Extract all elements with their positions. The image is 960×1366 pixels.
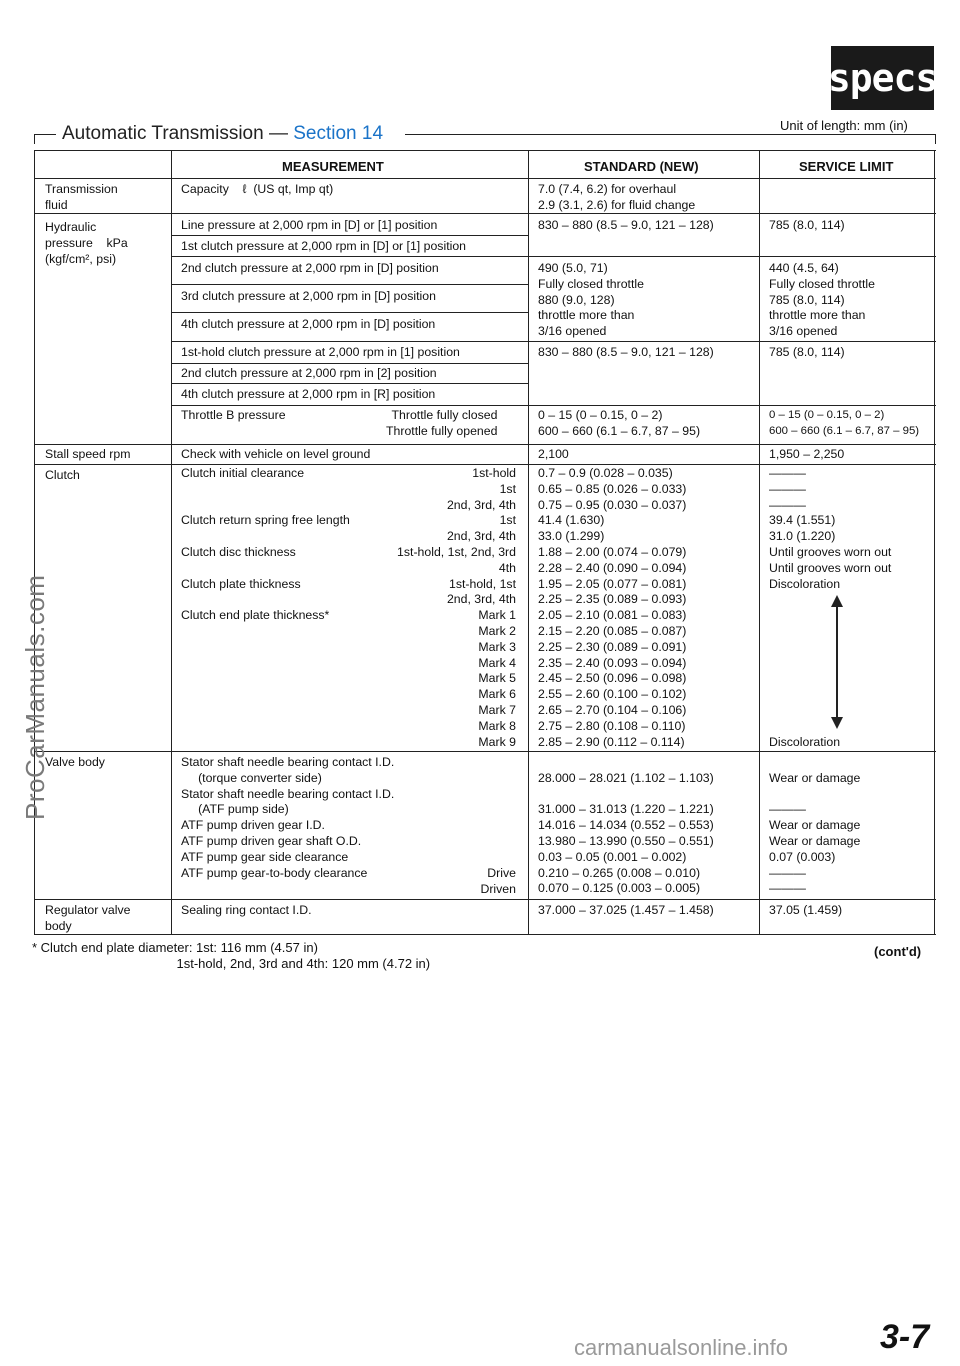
item-valve-body: Valve body	[45, 755, 105, 769]
std-stall: 2,100	[538, 447, 569, 461]
row-line	[34, 899, 936, 900]
std-capacity: 7.0 (7.4, 6.2) for overhaul 2.9 (3.1, 2.6) for fluid change	[538, 182, 696, 212]
meas-capacity: Capacity ℓ (US qt, Imp qt)	[181, 182, 334, 196]
side-watermark: ProCarManuals.com	[20, 574, 50, 820]
item-hydraulic-pressure: Hydraulic pressure kPa (kgf/cm², psi)	[45, 220, 128, 266]
meas-clutch: Clutch initial clearance Clutch return spring free length Clutch disc thickness Clutch plate thickness Clutch end plate thickness*	[181, 466, 350, 623]
footnote: * Clutch end plate diameter: 1st: 116 mm (4.57 in) 1st-hold, 2nd, 3rd and 4th: 120 mm (4.72 in)	[32, 940, 431, 971]
meas-4th-clutch: 4th clutch pressure at 2,000 rpm in [D] position	[181, 317, 436, 331]
limit-regulator: 37.05 (1.459)	[769, 903, 843, 917]
meas-2nd-clutch-2: 2nd clutch pressure at 2,000 rpm in [2] position	[181, 366, 437, 380]
row-line	[34, 213, 936, 214]
limit-line-pressure: 785 (8.0, 114)	[769, 218, 845, 232]
meas-valve-body: Stator shaft needle bearing contact I.D. (torque converter side) Stator shaft needle bearing contact I.D. (ATF pump side) ATF pump driven gear I.D. ATF pump driven gear shaft O.D. ATF pump gear side clearance ATF pump gear-to-body clearance	[181, 755, 395, 880]
std-clutch-pressure: 490 (5.0, 71) Fully closed throttle 880 (9.0, 128) throttle more than 3/16 opened	[538, 261, 644, 339]
cond-valve-body: Drive Driven	[480, 866, 516, 896]
meas-stall: Check with vehicle on level ground	[181, 447, 371, 461]
limit-clutch-end: Discoloration	[769, 735, 841, 749]
meas-1st-clutch: 1st clutch pressure at 2,000 rpm in [D] or [1] position	[181, 239, 467, 253]
col-line-2	[528, 151, 529, 934]
meas-4th-clutch-r: 4th clutch pressure at 2,000 rpm in [R] position	[181, 387, 436, 401]
arrow-down-icon	[830, 717, 844, 729]
row-line	[34, 751, 936, 752]
item-transmission-fluid: Transmission fluid	[45, 182, 118, 212]
col-line-3	[759, 151, 760, 934]
meas-throttle-b-cond: Throttle fully closed Throttle fully opened	[386, 408, 498, 438]
row-line	[171, 341, 936, 342]
meas-regulator: Sealing ring contact I.D.	[181, 903, 312, 917]
std-line-pressure: 830 – 880 (8.5 – 9.0, 121 – 128)	[538, 218, 714, 232]
std-clutch: 0.7 – 0.9 (0.028 – 0.035) 0.65 – 0.85 (0.026 – 0.033) 0.75 – 0.95 (0.030 – 0.037) 41.4 (1.630) 33.0 (1.299) 1.88 – 2.00 (0.074 – 0.079) 2.28 – 2.40 (0.090 – 0.094) 1.95 – 2.05 (0.077 – 0.081) 2.25 – 2.35 (0.089 – 0.093) 2.05 – 2.10 (0.081 – 0.083) 2.15 – 2.20 (0.085 – 0.087) 2.25 – 2.30 (0.089 – 0.091) 2.35 – 2.40 (0.093 – 0.094) 2.45 – 2.50 (0.096 – 0.098) 2.55 – 2.60 (0.100 – 0.102) 2.65 – 2.70 (0.104 – 0.106) 2.75 – 2.80 (0.108 – 0.110) 2.85 – 2.90 (0.112 – 0.114)	[538, 466, 687, 749]
meas-line-pressure: Line pressure at 2,000 rpm in [D] or [1] position	[181, 218, 438, 232]
limit-clutch-pressure: 440 (4.5, 64) Fully closed throttle 785 (8.0, 114) throttle more than 3/16 opened	[769, 261, 875, 339]
continued-label: (cont'd)	[874, 944, 922, 959]
cond-clutch: 1st-hold 1st 2nd, 3rd, 4th 1st 2nd, 3rd, 4th 1st-hold, 1st, 2nd, 3rd 4th 1st-hold, 1st 2nd, 3rd, 4th Mark 1 Mark 2 Mark 3 Mark 4 Mark 5 Mark 6 Mark 7 Mark 8 Mark 9	[397, 466, 516, 749]
item-stall-speed: Stall speed rpm	[45, 447, 131, 461]
header-rule-left	[34, 134, 56, 135]
limit-valve-body: Wear or damage ——— Wear or damage Wear or damage 0.07 (0.003) ——— ———	[769, 770, 861, 896]
header-rule-tick-right	[935, 134, 936, 144]
row-line	[171, 256, 936, 257]
arrow-up-icon	[830, 595, 844, 607]
col-line-1	[171, 151, 172, 934]
row-line	[34, 178, 936, 179]
limit-1st-hold: 785 (8.0, 114)	[769, 345, 845, 359]
item-regulator-valve: Regulator valve body	[45, 903, 131, 933]
header-standard: STANDARD (NEW)	[584, 159, 699, 174]
std-regulator: 37.000 – 37.025 (1.457 – 1.458)	[538, 903, 714, 917]
header-rule-tick-left	[34, 134, 35, 144]
row-line	[171, 312, 529, 313]
col-line-4	[934, 151, 935, 934]
header-measurement: MEASUREMENT	[282, 159, 384, 174]
row-line	[171, 405, 936, 406]
unit-note: Unit of length: mm (in)	[780, 118, 908, 133]
row-line	[171, 383, 529, 384]
title-text: Automatic Transmission	[62, 123, 264, 144]
discoloration-range-line	[836, 599, 838, 719]
row-line	[34, 464, 936, 465]
std-throttle-b: 0 – 15 (0 – 0.15, 0 – 2) 600 – 660 (6.1 – 6.7, 87 – 95)	[538, 408, 701, 438]
bottom-watermark: carmanualsonline.info	[574, 1335, 789, 1360]
meas-1st-hold-clutch: 1st-hold clutch pressure at 2,000 rpm in [1] position	[181, 345, 460, 359]
limit-clutch: ——— ——— ——— 39.4 (1.551) 31.0 (1.220) Until grooves worn out Until grooves worn out Discoloration	[769, 466, 892, 591]
page-number: 3-7	[880, 1318, 930, 1356]
meas-3rd-clutch: 3rd clutch pressure at 2,000 rpm in [D] position	[181, 289, 436, 303]
page-title	[62, 123, 383, 145]
title-dash: —	[268, 123, 288, 144]
spec-table	[34, 150, 936, 935]
specs-badge: specs	[831, 46, 934, 110]
header-rule-right	[405, 134, 936, 135]
row-line	[34, 444, 936, 445]
std-valve-body: 28.000 – 28.021 (1.102 – 1.103) 31.000 – 31.013 (1.220 – 1.221) 14.016 – 14.034 (0.552 – 0.553) 13.980 – 13.990 (0.550 – 0.551) 0.03 – 0.05 (0.001 – 0.002) 0.210 – 0.265 (0.008 – 0.010) 0.070 – 0.125 (0.003 – 0.005)	[538, 770, 714, 896]
meas-throttle-b: Throttle B pressure	[181, 408, 286, 422]
header-service-limit: SERVICE LIMIT	[799, 159, 894, 174]
row-line	[171, 235, 529, 236]
row-line	[171, 284, 529, 285]
std-1st-hold: 830 – 880 (8.5 – 9.0, 121 – 128)	[538, 345, 714, 359]
row-line	[171, 363, 529, 364]
item-clutch: Clutch	[45, 468, 80, 482]
section-link[interactable]: Section 14	[293, 123, 384, 144]
limit-throttle-b: 0 – 15 (0 – 0.15, 0 – 2) 600 – 660 (6.1 – 6.7, 87 – 95)	[769, 409, 920, 437]
meas-2nd-clutch: 2nd clutch pressure at 2,000 rpm in [D] position	[181, 261, 439, 275]
limit-stall: 1,950 – 2,250	[769, 447, 845, 461]
